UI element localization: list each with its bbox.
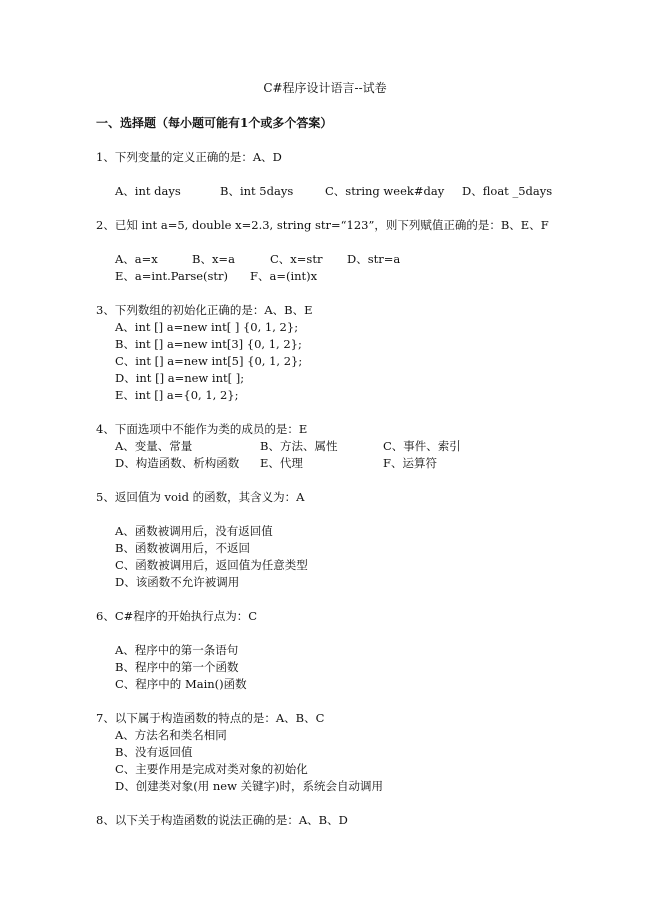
q5-option-c: C、函数被调用后，返回值为任意类型 — [115, 558, 308, 572]
q2-option-b: B、x=a — [192, 252, 235, 266]
q2-option-e: E、a=int.Parse(str) — [115, 269, 229, 283]
q2-option-a: A、a=x — [115, 252, 158, 266]
q2-option-c: C、x=str — [270, 252, 323, 266]
question-7-stem: 7、以下属于构造函数的特点的是：A、B、C — [96, 711, 325, 725]
q1-option-d: D、float _5days — [462, 184, 553, 198]
question-2-stem: 2、已知 int a=5, double x=2.3, string str=“123”，则下列赋值正确的是：B、E、F — [96, 218, 549, 232]
q1-option-c: C、string week#day — [325, 184, 445, 198]
section-heading: 一、选择题（每小题可能有1个或多个答案） — [96, 116, 333, 130]
q6-option-a: A、程序中的第一条语句 — [115, 643, 239, 657]
q6-option-b: B、程序中的第一个函数 — [115, 660, 239, 674]
question-3-stem: 3、下列数组的初始化正确的是：A、B、E — [96, 303, 313, 317]
question-1-stem: 1、下列变量的定义正确的是：A、D — [96, 150, 282, 164]
q7-option-b: B、没有返回值 — [115, 745, 193, 759]
q4-option-c: C、事件、索引 — [383, 439, 461, 453]
q4-option-f: F、运算符 — [383, 456, 437, 470]
q4-option-a: A、变量、常量 — [115, 439, 193, 453]
q5-option-b: B、函数被调用后，不返回 — [115, 541, 250, 555]
q2-option-d: D、str=a — [347, 252, 401, 266]
question-8-stem: 8、以下关于构造函数的说法正确的是：A、B、D — [96, 813, 348, 827]
q5-option-a: A、函数被调用后，没有返回值 — [115, 524, 273, 538]
q3-option-e: E、int [] a={0, 1, 2}; — [115, 388, 239, 402]
q4-option-b: B、方法、属性 — [260, 439, 338, 453]
q7-option-a: A、方法名和类名相同 — [115, 728, 227, 742]
question-5-stem: 5、返回值为 void 的函数，其含义为：A — [96, 490, 305, 504]
q6-option-c: C、程序中的 Main()函数 — [115, 677, 247, 691]
q1-option-b: B、int 5days — [220, 184, 294, 198]
question-4-stem: 4、下面选项中不能作为类的成员的是：E — [96, 422, 308, 436]
q7-option-c: C、主要作用是完成对类对象的初始化 — [115, 762, 308, 776]
q4-option-e: E、代理 — [260, 456, 303, 470]
q7-option-d: D、创建类对象(用 new 关键字)时，系统会自动调用 — [115, 779, 384, 793]
exam-title: C#程序设计语言--试卷 — [263, 81, 387, 95]
q5-option-d: D、该函数不允许被调用 — [115, 575, 240, 589]
q2-option-f: F、a=(int)x — [250, 269, 318, 283]
q3-option-a: A、int [] a=new int[ ] {0, 1, 2}; — [115, 320, 299, 334]
q3-option-c: C、int [] a=new int[5] {0, 1, 2}; — [115, 354, 303, 368]
q4-option-d: D、构造函数、析构函数 — [115, 456, 240, 470]
q3-option-b: B、int [] a=new int[3] {0, 1, 2}; — [115, 337, 302, 351]
q1-option-a: A、int days — [115, 184, 181, 198]
q3-option-d: D、int [] a=new int[ ]; — [115, 371, 245, 385]
question-6-stem: 6、C#程序的开始执行点为：C — [96, 609, 258, 623]
